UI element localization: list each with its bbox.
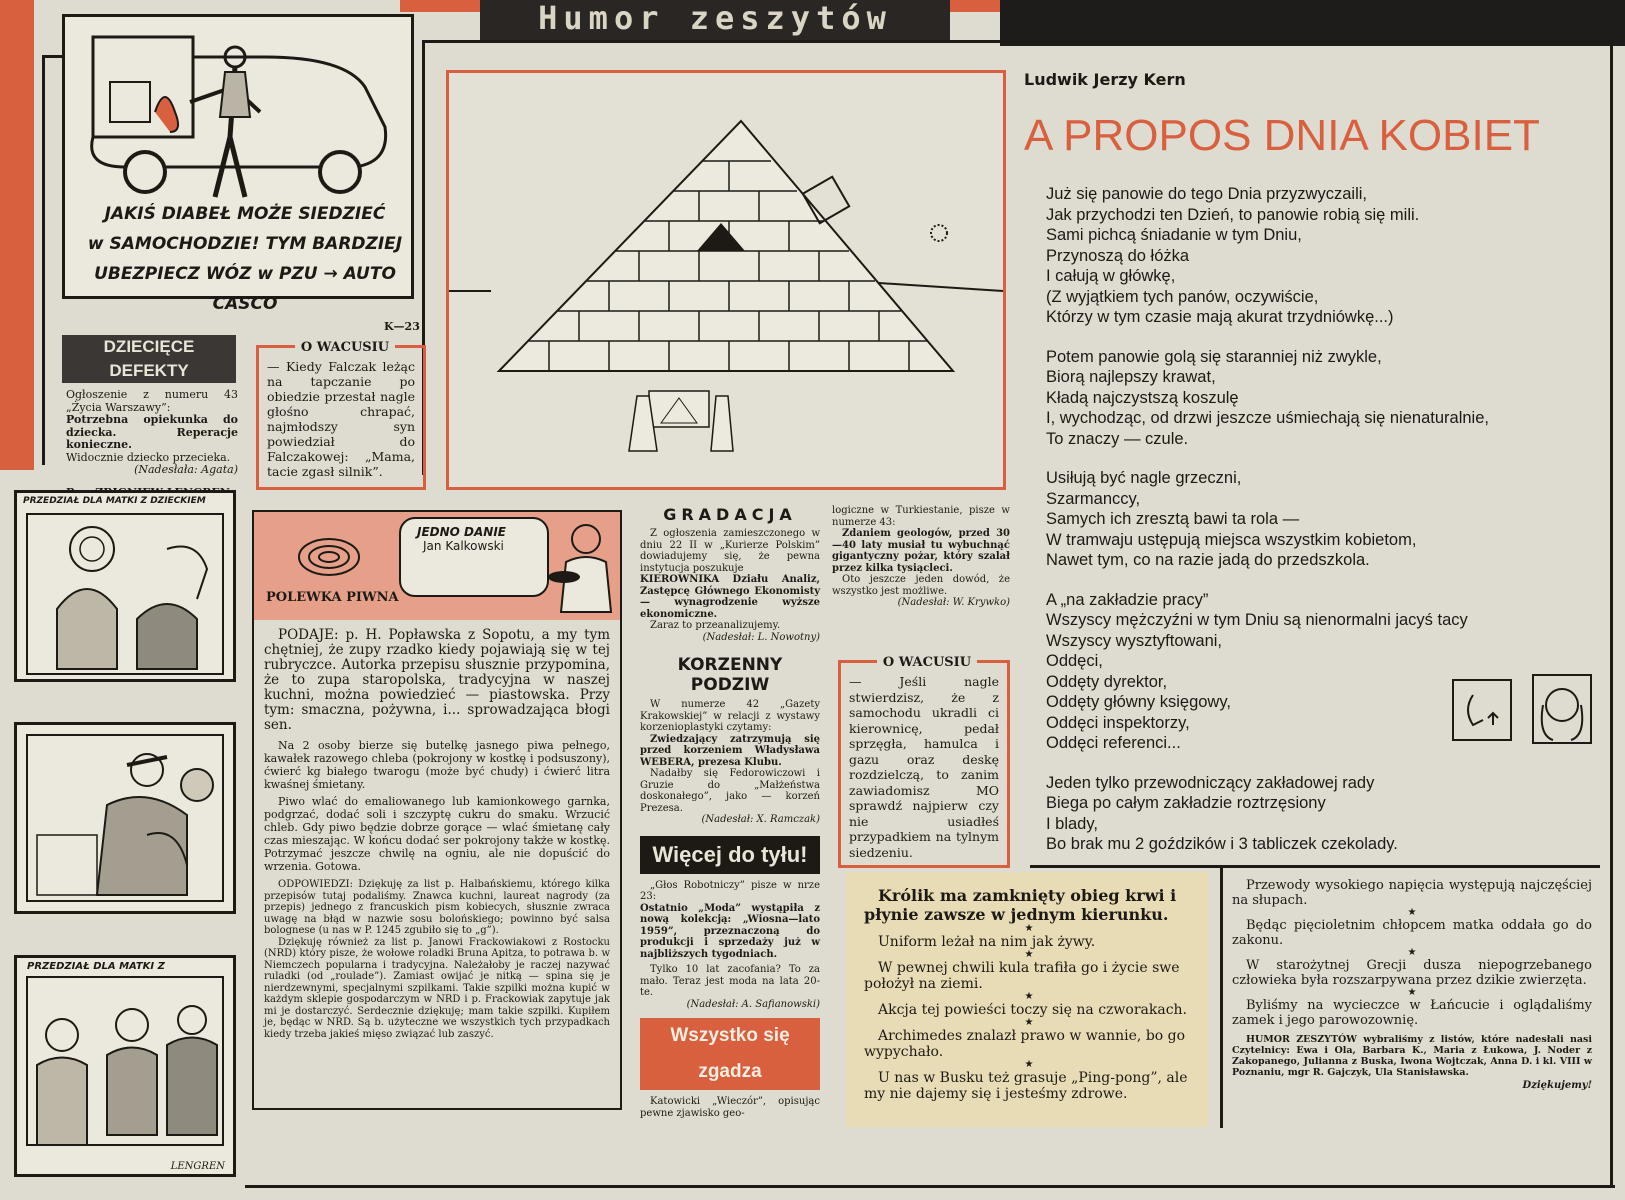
poem-line: Wszyscy wysztyftowani, [1046,631,1223,650]
poem-line: Biega po całym zakładzie roztrzęsiony [1046,794,1326,812]
car-illustration [65,17,411,207]
wiecej-text-1: „Głos Robotniczy” pisze w nrze 23: [640,879,820,902]
logiczne-credit: (Nadesłał: W. Krywko) [897,597,1010,608]
polewka-para-4: ODPOWIEDZI: Dziękuję za list p. Halbańskiemu, którego kilka przepisów tutaj podaliśmy. Znawca kuchni, laureat nagrody (za przepis) jednego z francuskich pism kobiecych, słusznie zwraca uwagę na błąd w nazwie sosu bolońskiego; powinno być salsa bolognese (u nas w P. 1245 zgubiło się to „g”). [264,879,610,936]
joke-left-item: Archimedes znalazł prawo w wannie, bo go wypychało. [864,1028,1186,1060]
middle-column [640,505,820,1119]
dzieciece-section [56,335,238,499]
wiecej-title: Więcej do tyłu! [640,836,820,874]
poem-line: A „na zakładzie pracy” [1046,590,1209,609]
logiczne-text-1: logiczne w Turkiestanie, pisze w numerze 43: [832,505,1010,528]
poem-line: Jak przychodzi ten Dzień, to panowie robią się mili. [1046,205,1420,224]
wszystko-text: Katowicki „Wieczór”, opisując pewne zjawisko geo- [640,1096,820,1119]
joke-right-item: Przewody wysokiego napięcia występują najczęściej na słupach. [1232,878,1592,908]
poem-stanza-5 [1046,773,1586,855]
star-icon: ★ [1024,991,1034,1002]
poem-line: (Z wyjątkiem tych panów, oczywiście, [1046,287,1319,306]
joke-left-item: Akcja tej powieści toczy się na czworakach. [878,1002,1188,1018]
poem-stanza-2 [1046,347,1586,450]
poem-line: Już się panowie do tego Dnia przyzwyczaili, [1046,185,1367,203]
poem-line: Potem panowie golą się staranniej niż zwykle, [1046,347,1382,366]
jokes-right-footer: HUMOR ZESZYTÓW wybraliśmy z listów, które nadesłali nasi Czytelnicy: Ewa i Ola, Barbara K., Maria z Łukowa, J. Noder z Zakopanego, Julianna z Buska, Iwona Wojtczak, Anna D. i kl. VIII w Poznaniu, mgr R. Gajczyk, Ula Stanisławska. [1232,1034,1592,1078]
wiecej-text [640,880,820,1011]
polewka-para-1: PODAJE: p. H. Popławska z Sopotu, a my tym chętniej, że zupy rzadko kiedy pojawiają się w tej rubryczce. Autorka przepisu słusznie przypomina, że to zupa staropolska, tradycyjna w naszej kuchni, można powiedzieć — piastowska. Przy tym: smaczna, pożywna, i... sprowadzająca błogi sen. [264,627,610,733]
wiecej-text-3: Tylko 10 lat zacofania? To za mało. Teraz jest moda na lata 20-te. [640,964,820,998]
poem-line: Wszyscy mężczyźni w tym Dniu są nienormalni jacyś tacy [1046,611,1468,629]
wacusiu-1-title: O WACUSIU [295,340,395,355]
jokes-left-headline: Królik ma zamknięty obieg krwi i płynie zawsze w jednym kierunku. [864,886,1177,924]
strip-panel-2 [14,722,236,914]
dzieciece-comment: Widocznie dziecko przecieka. [66,450,231,464]
strip-signature: LENGREN [170,1161,225,1172]
logiczne-text-2: Zdaniem geologów, przed 30—40 laty musiał tu wybuchnąć gigantyczny pożar, który szalał przez kilka tysiącleci. [832,528,1010,574]
poem-body [1046,184,1586,874]
wacusiu-2-title: O WACUSIU [877,655,977,670]
joke-right-item: Będąc pięcioletnim chłopcem matka oddała go do zakonu. [1232,918,1592,948]
jokes-left [846,872,1208,1127]
strip-panel-3 [14,955,236,1177]
polewka-header [254,512,620,620]
caption-line-2: w SAMOCHODZIE! TYM BARDZIEJ [87,234,403,254]
polewka-title: POLEWKA PIWNA [266,590,399,605]
star-icon: ★ [1024,949,1034,960]
joke-right-item: W starożytnej Grecji dusza niepogrzebanego człowieka była rozszarpywana przez dzikie zwierzęta. [1232,958,1592,988]
poem-line: I całują w główkę, [1046,267,1176,285]
strip-title-2: PRZEDZIAŁ DLA MATKI Z [27,961,165,972]
poem-title: A PROPOS DNIA KOBIET [1024,111,1540,160]
rule-jokes-mid [1220,868,1223,1128]
poem-line: Jeden tylko przewodniczący zakładowej rady [1046,773,1375,792]
wacusiu-2-text: — Jeśli nagle stwierdzisz, że z samochodu ukradli ci kierownicę, pedał sprzęgła, hamulca i gazu oraz deskę rozdzielczą, to zanim zawiadomisz MO sprawdź najpierw czy nie usiadłeś przypadkiem na tylnym siedzeniu. [849,674,999,860]
caption-line-3: UBEZPIECZ WÓZ w PZU → AUTO CASCO [94,264,396,314]
wacusiu-box-2 [838,655,1010,868]
chef-icon [544,517,624,617]
poem-line: Biorą najlepszy krawat, [1046,368,1216,386]
wacusiu-box-1 [256,340,426,490]
poem-line: Oddęty dyrektor, [1046,672,1168,691]
joke-left-item: Uniform leżał na nim jak żywy. [878,934,1096,950]
poem-line: Oddęci inspektorzy, [1046,713,1190,732]
polewka-para-3: Piwo wlać do emaliowanego lub kamionkowego garnka, podgrzać, dodać soli i szczyptę cukru do smaku. Wrzucić chleb. Gdy piwo będzie dobrze gorące — wlać śmietanę cały czas mieszając. W końcu dodać ser pokrojony także w kostkę. Potrzymać jeszcze chwilę na ogniu, ale nie dopuścić do wrzenia. Gotowa. [264,795,610,873]
poem-stanza-1 [1046,184,1586,328]
poem-line: Usiłują być nagle grzeczni, [1046,469,1242,487]
gradacja-text-3: Zaraz to przeanalizujemy. [650,620,781,631]
gradacja-text-2: KIEROWNIKA Działu Analiz, Zastępcę Głównego Ekonomisty — wynagrodzenie wyższe ekonomiczne. [640,574,820,620]
masthead: Humor zeszytów [480,0,950,40]
rule-jokes-top [1030,865,1600,868]
left-red-bar [0,0,34,470]
joke-left-item: W pewnej chwili kula trafiła go i życie swe położył na ziemi. [864,960,1180,992]
poem-line: Kładą najczystszą koszulę [1046,388,1239,407]
poem-line: Szarmanccy, [1046,489,1141,508]
logiczne-section [832,505,1010,609]
korzenny-text-1: W numerze 42 „Gazety Krakowskiej” w relacji z wystawy korzenioplastyki czytamy: [640,699,820,733]
spiral-icon [294,532,364,582]
star-icon: ★ [1024,1017,1034,1028]
star-icon: ★ [1024,1059,1034,1070]
poem-line: Oddęci, [1046,652,1103,670]
pyramid-credit: K—23 [384,320,420,333]
jokes-right-thanks: Dziękujemy! [1522,1080,1592,1091]
polewka-para-5: Dziękuję również za list p. Janowi Frackowiakowi z Rostocku (NRD) który pisze, że wołowe roladki Bruna Apitza, to potrawa b. w Niemczech popularna i tradycyjna. Należałoby je raczej nazywać ruladki (od „roulade”). Zamiast owijać je nitką — spina się je nierdzewnymi, specjalnymi szpilkami. Takie szpilki można kupić w każdym sklepie gospodarczym w NRD i p. Frackowiak zapytuje jak mi je dostarczyć. Serdecznie dziękuję; mam takie szpilki. Kupiłem je, będąc w NRD. Są b. użyteczne we wszystkich tych przypadkach kiedy trzeba jakieś mięso związać lub zaszyć. [264,936,610,1040]
rule-right [1610,40,1613,1188]
car-caption [85,199,405,319]
pyramid-cartoon [446,70,1006,490]
dzieciece-intro: Ogłoszenie z numeru 43 „Życia Warszawy”: [66,388,238,414]
poem-line: Nawet tym, co na razie jadą do przedszkola. [1046,551,1370,569]
badge-top: JEDNO DANIE [417,525,506,539]
dzieciece-title: DZIECIĘCE DEFEKTY [62,335,236,383]
korzenny-text-2: Zwiedzający zatrzymują się przed korzeniem Władysława WEBERA, prezesa Klubu. [640,733,820,768]
pyramid-illustration [449,73,1003,487]
rule-top-left [42,55,62,58]
strip-illustration-1 [17,509,233,679]
rule-bottom [245,1185,1615,1188]
gradacja-text-1: Z ogłoszenia zamieszczonego w dniu 22 II w „Kurierze Polskim” dowiadujemy się, że pewna instytucja poszukuje [640,528,820,574]
poem-line: I blady, [1046,814,1098,833]
gradacja-credit: (Nadesłał: L. Nowotny) [702,631,820,643]
strip-title-1: PRZEDZIAŁ DLA MATKI Z DZIECKIEM [23,496,206,506]
joke-left-item: U nas w Busku też grasuje „Ping-pong”, ale my nie dajemy się i jesteśmy zdrowe. [864,1070,1188,1102]
rule-left [42,55,45,465]
wiecej-credit: (Nadesłał: A. Safianowski) [686,998,820,1010]
polewka-body [264,628,610,1040]
star-icon: ★ [1407,907,1417,918]
wacusiu-1-text: — Kiedy Falczak leżąc na tapczanie po obiedzie przestał nagle głośno chrapać, najmłodszy syn powiedział do Falczakowej: „Mama, tacie zgasł silnik”. [267,359,415,479]
korzenny-text-3: Nadałby się Fedorowiczowi i Gruzie do „Małżeństwa doskonałego”, jako — korzeń Prezesa. [640,768,820,814]
poem-line: Samych ich zresztą bawi ta rola — [1046,510,1300,528]
dzieciece-text [56,389,238,499]
gradacja-title: GRADACJA [663,505,797,524]
strip-illustration-2 [17,725,233,911]
logiczne-text-3: Oto jeszcze jeden dowód, że wszystko jest możliwe. [832,574,1010,597]
poem-stanza-3 [1046,468,1586,571]
poem-line: Oddęci referenci... [1046,734,1181,752]
poem-line: To znaczy — czule. [1046,429,1189,448]
star-icon: ★ [1407,947,1417,958]
star-icon: ★ [1407,987,1417,998]
korzenny-credit: (Nadesłał: X. Ramczak) [701,814,820,825]
polewka-para-2: Na 2 osoby bierze się butelkę jasnego piwa pełnego, kawałek razowego chleba (pokrojony w kostkę i podsuszony), ćwierć kg białego twarogu (może być chudy) i ćwierć litra kwaśnej śmietany. [264,739,610,791]
strip-illustration-3 [17,975,233,1155]
caption-line-1: JAKIŚ DIABEŁ MOŻE SIEDZIEĆ [104,204,386,224]
badge-name: Jan Kalkowski [423,539,504,553]
jokes-left-body [864,886,1194,1102]
strip-panel-1 [14,490,236,682]
joke-right-item: Byliśmy na wycieczce w Łańcucie i oglądaliśmy zamek i jego parowozownię. [1232,998,1592,1028]
poem-line: Którzy w tym czasie mają akurat trzydniówkę...) [1046,308,1394,326]
korzenny-title: KORZENNY PODZIW [677,655,783,695]
rule-top [425,40,1615,43]
faces-illustration [1448,670,1598,750]
poem-line: Oddęty główny księgowy, [1046,693,1231,711]
poem-line: W tramwaju ustępują miejsca wszystkim kobietom, [1046,530,1417,549]
poem-line: I, wychodząc, od drzwi jeszcze uśmiechają się nienaturalnie, [1046,409,1489,427]
car-cartoon [62,14,414,314]
gradacja-text [640,528,820,643]
dzieciece-quote: Potrzebna opiekunka do dziecka. Reperacje konieczne. [66,413,238,451]
star-icon: ★ [1024,923,1034,934]
poem-line: Bo brak mu 2 goździków i 3 tabliczek czekolady. [1046,835,1398,853]
korzenny-text [640,699,820,826]
dzieciece-credit: (Nadesłała: Agata) [134,463,238,476]
wiecej-text-2: Ostatnio „Moda” wystąpiła z nową kolekcją: „Wiosna—lato 1959”, przeznaczoną do produkcji i sprzedaży już w najbliższych tygodniach. [640,902,820,960]
polewka-section [252,510,622,1110]
jokes-right [1232,878,1592,1093]
wszystko-title: Wszystko się zgadza [640,1018,820,1090]
poem-line: Sami pichcą śniadanie w tym Dniu, [1046,226,1302,244]
polewka-badge [399,517,549,597]
poem-author: Ludwik Jerzy Kern [1024,70,1186,89]
poem-line: Przynoszą do łóżka [1046,246,1190,265]
